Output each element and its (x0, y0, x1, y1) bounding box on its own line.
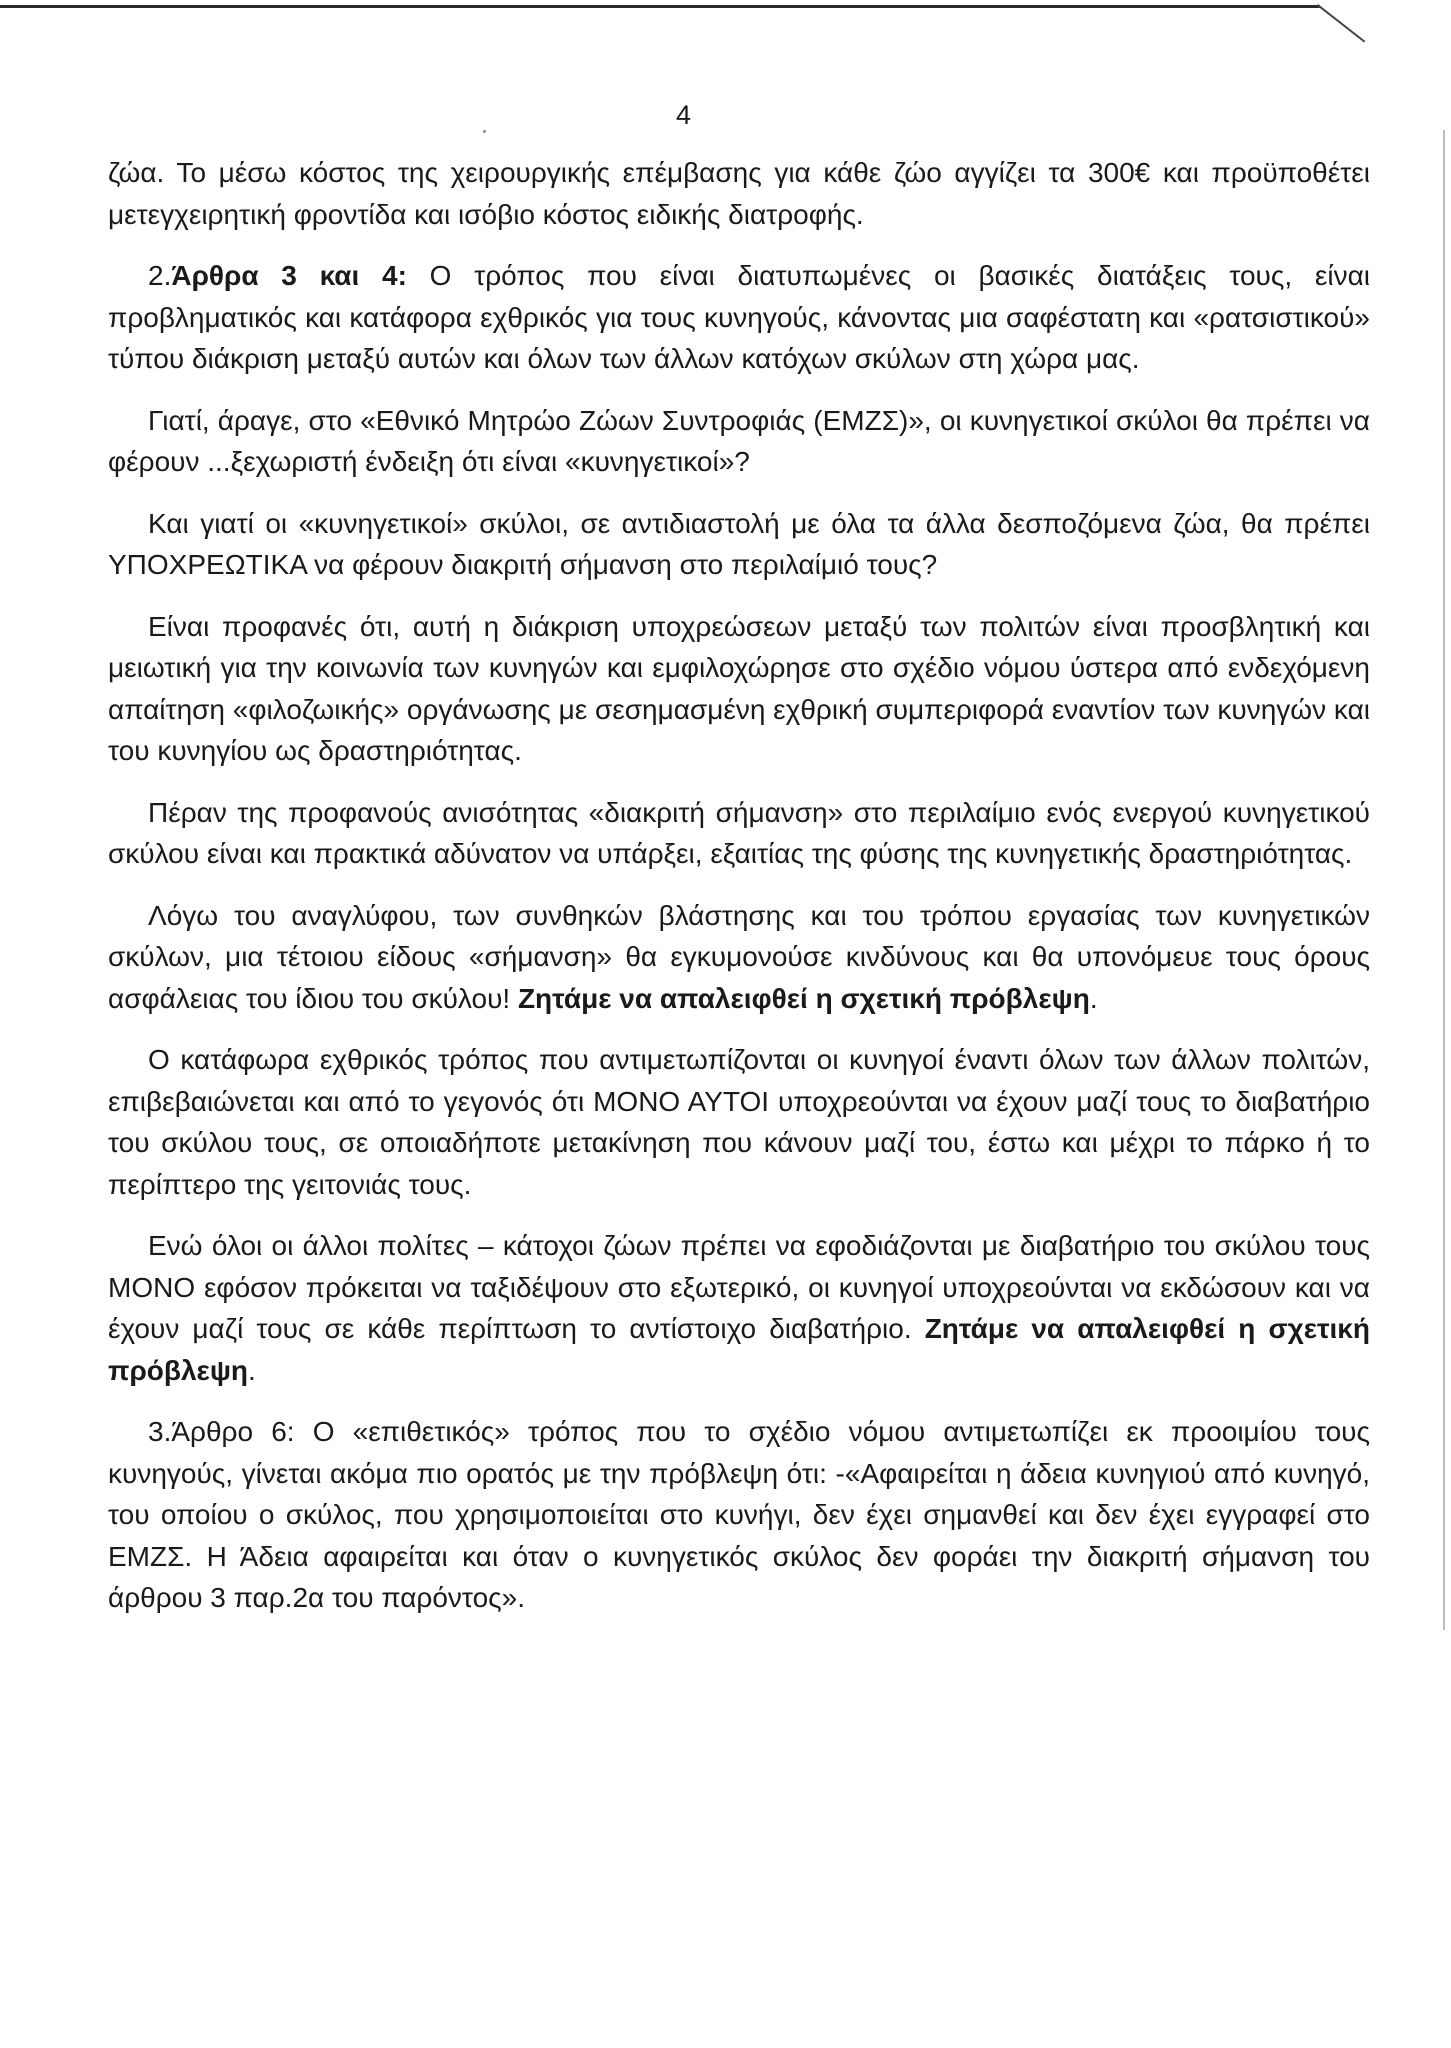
paragraph-p2 (108, 255, 1370, 380)
paragraph-p7 (108, 895, 1370, 1020)
text-run: Ο τρόπος που είναι διατυπωμένες οι βασικές διατάξεις τους, είναι προβληματικός και κατάφορα εχθρικός για τους κυνηγούς, κάνοντας μια σαφέστατη και «ρατσιστικού» τύπου διάκριση μεταξύ αυτών και όλων των άλλων κατόχων σκύλων στη χώρα μας. (108, 260, 1370, 374)
text-run: 3.Άρθρο 6: Ο «επιθετικός» τρόπος που το σχέδιο νόμου αντιμετωπίζει εκ προοιμίου τους κυνηγούς, γίνεται ακόμα πιο ορατός με την πρόβλεψη ότι: -«Αφαιρείται η άδεια κυνηγιού από κυνηγό, του οποίου ο σκύλος, που χρησιμοποιείται στο κυνήγι, δεν έχει σημανθεί και δεν έχει εγγραφεί στο ΕΜΖΣ. Η Άδεια αφαιρείται και όταν ο κυνηγετικός σκύλος δεν φοράει την διακριτή σήμανση του άρθρου 3 παρ.2α του παρόντος». (108, 1416, 1370, 1613)
page-number: 4 (676, 100, 692, 130)
text-run: Λόγω του αναγλύφου, των συνθηκών βλάστησης και του τρόπου εργασίας των κυνηγετικών σκύλων, μια τέτοιου είδους «σήμανση» θα εγκυμονούσε κινδύνους και θα υπονόμευε τους όρους ασφάλειας του ίδιου του σκύλου! (108, 899, 1370, 1014)
paragraph-p3 (108, 400, 1370, 483)
paragraph-p6 (108, 792, 1370, 875)
bold-text: Άρθρα 3 και 4: (171, 260, 407, 291)
text-run: Πέραν της προφανούς ανισότητας «διακριτή σήμανση» στο περιλαίμιο ενός ενεργού κυνηγετικού σκύλου είναι και πρακτικά αδύνατον να υπάρξει, εξαιτίας της φύσης της κυνηγετικής δραστηριότητας. (108, 796, 1370, 869)
text-run: Και γιατί οι «κυνηγετικοί» σκύλοι, σε αντιδιαστολή με όλα τα άλλα δεσποζόμενα ζώα, θα πρέπει ΥΠΟΧΡΕΩΤΙΚΑ να φέρουν διακριτή σήμανση στο περιλαίμιό τους? (108, 507, 1370, 580)
bold-text: Ζητάμε να απαλειφθεί η σχετική πρόβλεψη (517, 982, 1090, 1014)
text-run: Γιατί, άραγε, στο «Εθνικό Μητρώο Ζώων Συντροφιάς (ΕΜΖΣ)», οι κυνηγετικοί σκύλοι θα πρέπει να φέρουν ...ξεχωριστή ένδειξη ότι είναι «κυνηγετικοί»? (108, 404, 1370, 477)
paragraph-p4 (108, 503, 1370, 586)
scan-edge-right (1443, 130, 1445, 1630)
scan-edge-corner (1317, 4, 1366, 43)
paragraph-p5 (108, 606, 1370, 772)
paragraph-p10 (108, 1411, 1370, 1619)
text-run: Ο κατάφωρα εχθρικός τρόπος που αντιμετωπίζονται οι κυνηγοί έναντι όλων των άλλων πολιτών, επιβεβαιώνεται και από το γεγονός ότι ΜΟΝΟ ΑΥΤΟΙ υποχρεούνται να έχουν μαζί τους το διαβατήριο του σκύλου τους, σε οποιαδήποτε μετακίνηση που κάνουν μαζί του, έστω και μέχρι το πάρκο ή το περίπτερο της γειτονιάς τους. (108, 1044, 1370, 1200)
text-run: Ενώ όλοι οι άλλοι πολίτες – κάτοχοι ζώων πρέπει να εφοδιάζονται με διαβατήριο του σκύλου τους ΜΟΝΟ εφόσον πρόκειται να ταξιδέψουν στο εξωτερικό, οι κυνηγοί υποχρεούνται να εκδώσουν και να έχουν μαζί τους σε κάθε περίπτωση το αντίστοιχο διαβατήριο. (108, 1230, 1370, 1344)
text-run: Είναι προφανές ότι, αυτή η διάκριση υποχρεώσεων μεταξύ των πολιτών είναι προσβλητική και μειωτική για την κοινωνία των κυνηγών και εμφιλοχώρησε στο σχέδιο νόμου ύστερα από ενδεχόμενη απαίτηση «φιλοζωικής» οργάνωσης με σεσημασμένη εχθρική συμπεριφορά εναντίον των κυνηγών και του κυνηγίου ως δραστηριότητας. (108, 610, 1370, 766)
text-run: ζώα. Το μέσω κόστος της χειρουργικής επέμβασης για κάθε ζώο αγγίζει τα 300€ και προϋποθέτει μετεγχειρητική φροντίδα και ισόβιο κόστος ειδικής διατροφής. (108, 157, 1370, 230)
paragraph-p1 (108, 152, 1370, 235)
text-run: . (248, 1354, 256, 1386)
scan-edge-top (0, 5, 1320, 8)
scan-speck (483, 130, 486, 133)
text-run: . (1089, 982, 1098, 1014)
document-body (108, 152, 1370, 1639)
paragraph-p8 (108, 1039, 1370, 1205)
paragraph-p9 (108, 1225, 1370, 1391)
bold-text: Ζητάμε να απαλειφθεί η σχετική πρόβλεψη (108, 1313, 1370, 1386)
text-run: 2. (148, 260, 172, 291)
